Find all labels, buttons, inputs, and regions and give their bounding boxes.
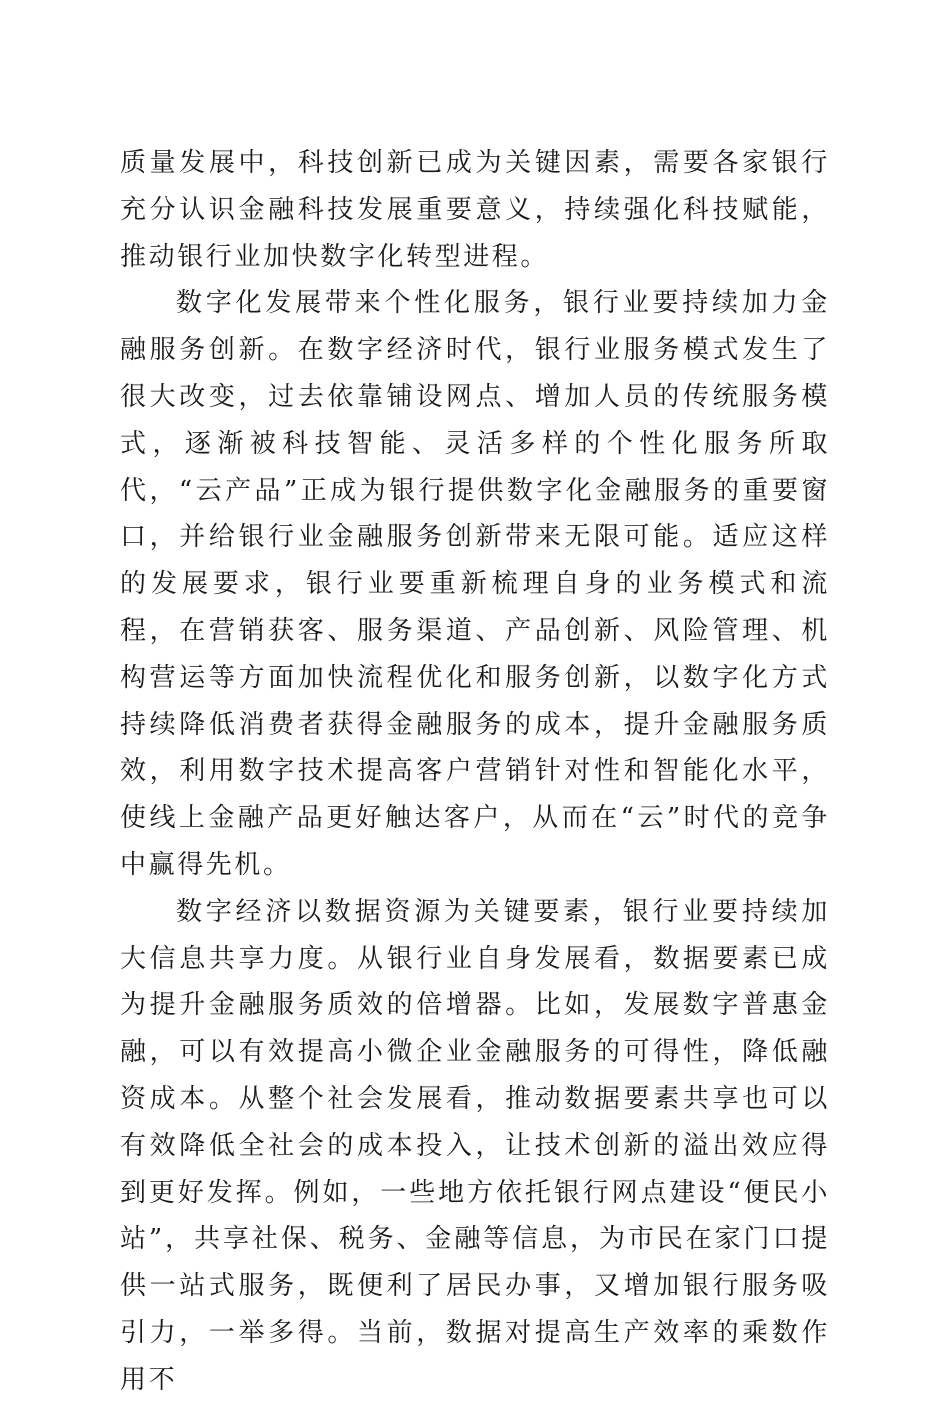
paragraph-1: 质量发展中，科技创新已成为关键因素，需要各家银行充分认识金融科技发展重要意义，持续强化科技赋能，推动银行业加快数字化转型进程。 xyxy=(120,148,830,272)
paragraph-3: 数字经济以数据资源为关键要素，银行业要持续加大信息共享力度。从银行业自身发展看，数据要素已成为提升金融服务质效的倍增器。比如，发展数字普惠金融，可以有效提高小微企业金融服务的可得性，降低融资成本。从整个社会发展看，推动数据要素共享也可以有效降低全社会的成本投入，让技术创新的溢出效应得到更好发挥。例如，一些地方依托银行网点建设“便民小站”，共享社保、税务、金融等信息，为市民在家门口提供一站式服务，既便利了居民办事，又增加银行服务吸引力，一举多得。当前，数据对提高生产效率的乘数作用不 xyxy=(120,896,830,1395)
body-text xyxy=(120,140,830,1404)
paragraph-2: 数字化发展带来个性化服务，银行业要持续加力金融服务创新。在数字经济时代，银行业服务模式发生了很大改变，过去依靠铺设网点、增加人员的传统服务模式，逐渐被科技智能、灵活多样的个性化服务所取代，“云产品”正成为银行提供数字化金融服务的重要窗口，并给银行业金融服务创新带来无限可能。适应这样的发展要求，银行业要重新梳理自身的业务模式和流程，在营销获客、服务渠道、产品创新、风险管理、机构营运等方面加快流程优化和服务创新，以数字化方式持续降低消费者获得金融服务的成本，提升金融服务质效，利用数字技术提高客户营销针对性和智能化水平，使线上金融产品更好触达客户，从而在“云”时代的竞争中赢得先机。 xyxy=(120,288,830,880)
